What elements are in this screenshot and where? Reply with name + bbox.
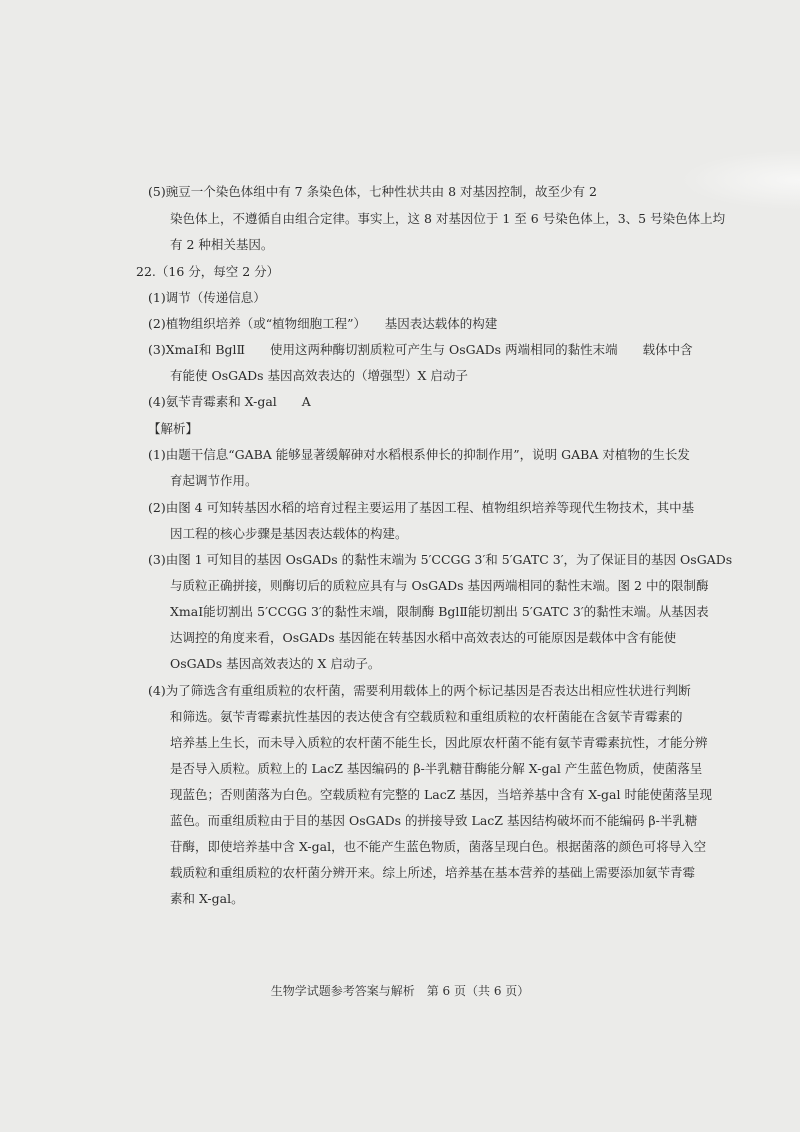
page-footer: 生物学试题参考答案与解析 第 6 页（共 6 页） xyxy=(270,984,530,998)
text-line-a3-e: OsGADs 基因高效表达的 X 启动子。 xyxy=(170,656,381,671)
text-line-a2-b: 因工程的核心步骤是基因表达载体的构建。 xyxy=(170,526,408,541)
text-line-a4-c: 培养基上生长，而未导入质粒的农杆菌不能生长，因此原农杆菌不能有氨苄青霉素抗性，才能分辨 xyxy=(170,735,708,750)
text-line-a1-a: (1)由题干信息“GABA 能够显著缓解砷对水稻根系伸长的抑制作用”，说明 GABA 对植物的生长发 xyxy=(148,447,690,462)
text-line-analysis-title: 【解析】 xyxy=(148,421,199,436)
text-line-q22-3a: (3)XmaⅠ和 BglⅡ 使用这两种酶切割质粒可产生与 OsGADs 两端相同的黏性末端 载体中含 xyxy=(148,342,693,357)
text-line-q22-head: 22.（16 分，每空 2 分） xyxy=(136,264,280,279)
text-line-a4-e: 现蓝色；否则菌落为白色。空载质粒有完整的 LacZ 基因，当培养基中含有 X-gal 时能使菌落呈现 xyxy=(170,787,712,802)
text-line-a4-b: 和筛选。氨苄青霉素抗性基因的表达使含有空载质粒和重组质粒的农杆菌能在含氨苄青霉素的 xyxy=(170,709,683,724)
text-line-q22-4: (4)氨苄青霉素和 X-gal A xyxy=(148,394,311,409)
text-line-a4-d: 是否导入质粒。质粒上的 LacZ 基因编码的 β-半乳糖苷酶能分解 X-gal 产生蓝色物质，使菌落呈 xyxy=(170,761,703,776)
text-line-a2-a: (2)由图 4 可知转基因水稻的培育过程主要运用了基因工程、植物组织培养等现代生物技术，其中基 xyxy=(148,500,695,515)
text-line-q21-5-a: (5)豌豆一个染色体组中有 7 条染色体，七种性状共由 8 对基因控制，故至少有 2 xyxy=(148,184,597,199)
text-line-a3-c: XmaⅠ能切割出 5′CCGG 3′的黏性末端，限制酶 BglⅡ能切割出 5′GATC 3′的黏性末端。从基因表 xyxy=(170,604,709,619)
text-line-q22-1: (1)调节（传递信息） xyxy=(148,290,266,305)
text-line-a4-h: 载质粒和重组质粒的农杆菌分辨开来。综上所述，培养基在基本营养的基础上需要添加氨苄青霉 xyxy=(170,865,696,880)
text-line-q21-5-c: 有 2 种相关基因。 xyxy=(170,237,274,252)
scan-glare xyxy=(680,150,800,210)
text-line-q22-2: (2)植物组织培养（或“植物细胞工程”） 基因表达载体的构建 xyxy=(148,316,498,331)
text-line-a4-a: (4)为了筛选含有重组质粒的农杆菌，需要利用载体上的两个标记基因是否表达出相应性状进行判断 xyxy=(148,683,691,698)
text-line-a4-g: 苷酶，即使培养基中含 X-gal，也不能产生蓝色物质，菌落呈现白色。根据菌落的颜色可将导入空 xyxy=(170,839,707,854)
text-line-a3-a: (3)由图 1 可知目的基因 OsGADs 的黏性末端为 5′CCGG 3′和 5′GATC 3′，为了保证目的基因 OsGADs xyxy=(148,552,733,567)
text-line-a1-b: 育起调节作用。 xyxy=(170,473,258,488)
text-line-a4-f: 蓝色。而重组质粒由于目的基因 OsGADs 的拼接导致 LacZ 基因结构破坏而不能编码 β-半乳糖 xyxy=(170,813,698,828)
text-line-q22-3b: 有能使 OsGADs 基因高效表达的（增强型）X 启动子 xyxy=(170,368,468,383)
text-line-q21-5-b: 染色体上，不遵循自由组合定律。事实上，这 8 对基因位于 1 至 6 号染色体上，3、5 号染色体上均 xyxy=(170,211,726,226)
text-line-a4-i: 素和 X-gal。 xyxy=(170,891,244,906)
text-line-a3-b: 与质粒正确拼接，则酶切后的质粒应具有与 OsGADs 基因两端相同的黏性末端。图 2 中的限制酶 xyxy=(170,578,709,593)
text-line-a3-d: 达调控的角度来看，OsGADs 基因能在转基因水稻中高效表达的可能原因是载体中含有能使 xyxy=(170,630,677,645)
